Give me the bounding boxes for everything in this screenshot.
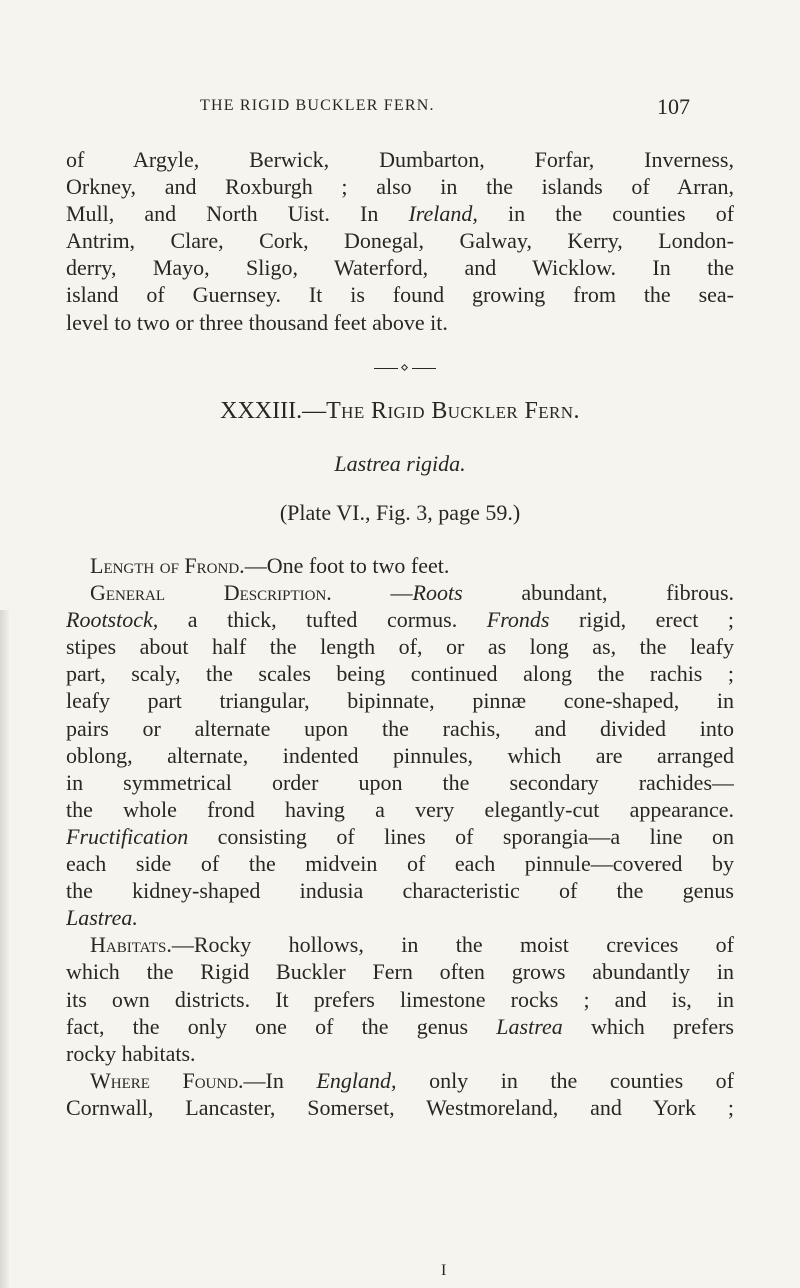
text-line: Lastrea. (66, 905, 138, 931)
text-line: leafy part triangular, bipinnate, pinnæ cone-shaped, in (66, 688, 734, 714)
text-line: fact, the only one of the genus Lastrea which prefers (66, 1013, 734, 1039)
description-body (66, 552, 734, 1121)
plate-reference: (Plate VI., Fig. 3, page 59.) (279, 500, 521, 525)
text-line: oblong, alternate, indented pinnules, which are arranged (66, 742, 734, 768)
continued-paragraph (66, 146, 734, 336)
text-line: Antrim, Clare, Cork, Donegal, Galway, Kerry, London- (66, 228, 734, 254)
page-binding-shadow (0, 610, 9, 1288)
page-number: 107 (657, 94, 690, 119)
text-line: Orkney, and Roxburgh ; also in the islands of Arran, (66, 174, 734, 200)
text-line: of Argyle, Berwick, Dumbarton, Forfar, Inverness, (66, 147, 734, 172)
text-line: rocky habitats. (66, 1040, 196, 1066)
text-line: the whole frond having a very elegantly-cut appearance. (66, 796, 734, 822)
text-line: island of Guernsey. It is found growing from the sea- (66, 282, 734, 308)
text-line: level to two or three thousand feet above it. (66, 309, 448, 335)
latin-name: Lastrea rigida. (334, 451, 466, 476)
section-label: Habitats. (90, 932, 172, 958)
section-ornament (374, 365, 436, 371)
chapter-title: The Rigid Buckler Fern. (326, 398, 580, 424)
text-line: pairs or alternate upon the rachis, and divided into (66, 715, 734, 741)
chapter-numeral: XXXIII.— (220, 398, 327, 424)
text-line: part, scaly, the scales being continued along the rachis ; (66, 661, 734, 687)
text-line: the kidney-shaped indusia characteristic of the genus (66, 878, 734, 904)
length-line: Length of Frond.—One foot to two feet. (90, 553, 450, 578)
text-line: each side of the midvein of each pinnule—covered by (66, 851, 734, 877)
text-line: Rootstock, a thick, tufted cormus. Fronds rigid, erect ; (66, 607, 734, 633)
text-line: Fructification consisting of lines of sporangia—a line on (66, 823, 734, 849)
text-line: Mull, and North Uist. In Ireland, in the counties of (66, 201, 734, 227)
section-label: Length of Frond. (90, 553, 245, 578)
text-line: stipes about half the length of, or as long as, the leafy (66, 634, 734, 660)
signature-mark: I (441, 1262, 447, 1279)
text-line: which the Rigid Buckler Fern often grows abundantly in (66, 959, 734, 985)
habitats-line: Habitats.—Rocky hollows, in the moist crevices of (90, 932, 734, 958)
text-line: in symmetrical order upon the secondary rachides— (66, 769, 734, 795)
running-head: THE RIGID BUCKLER FERN. (200, 97, 435, 114)
chapter-heading (0, 398, 800, 425)
section-label: General Description. (90, 580, 332, 606)
text-line: its own districts. It prefers limestone rocks ; and is, in (66, 986, 734, 1012)
where-found-line: Where Found.—In England, only in the counties of (90, 1067, 734, 1093)
section-label: Where Found. (90, 1067, 244, 1093)
general-line: General Description. —Roots abundant, fibrous. (90, 580, 734, 606)
text-line: derry, Mayo, Sligo, Waterford, and Wicklow. In the (66, 255, 734, 281)
text-line: Cornwall, Lancaster, Somerset, Westmoreland, and York ; (66, 1094, 734, 1120)
